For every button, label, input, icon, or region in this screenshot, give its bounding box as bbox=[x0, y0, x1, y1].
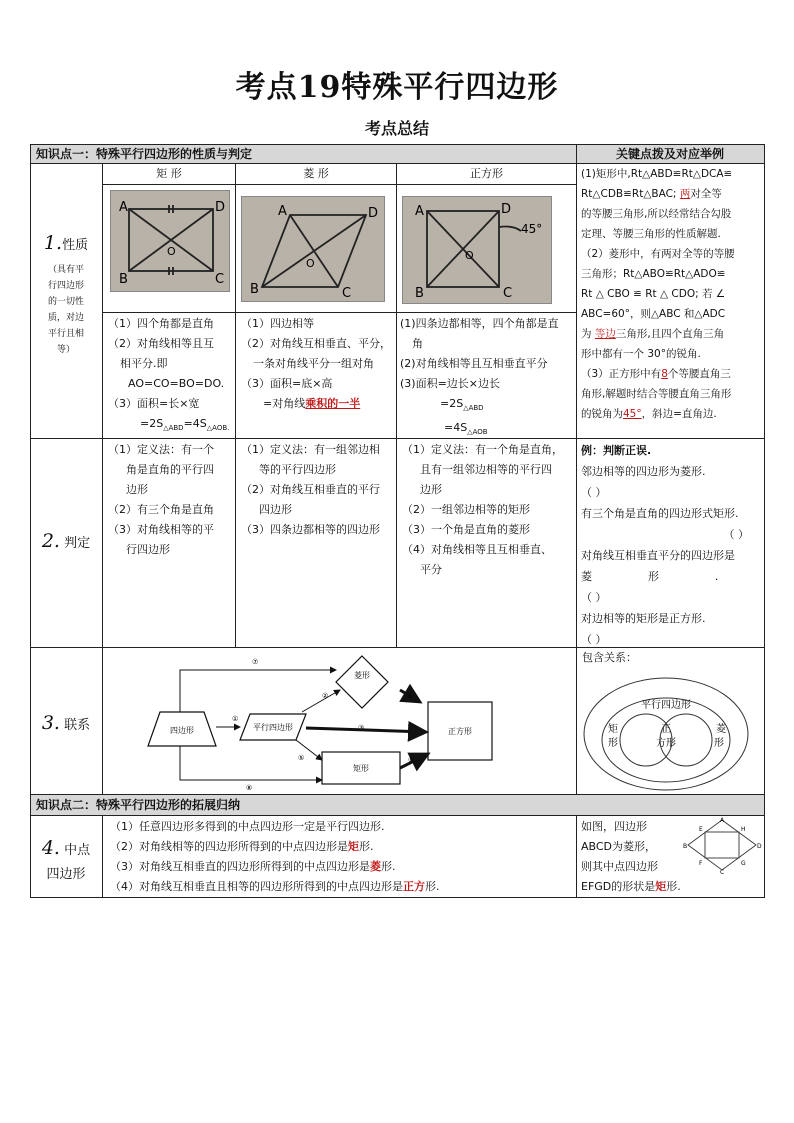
arrow-label: ③ bbox=[358, 724, 365, 732]
text-line bbox=[581, 364, 763, 384]
row4-label bbox=[30, 836, 102, 887]
text-part: （2）对角线相等的四边形所得到的中点四边形是 bbox=[110, 840, 348, 853]
text-line bbox=[400, 394, 576, 418]
row2-number: 2. bbox=[41, 530, 60, 552]
relation-diagram bbox=[140, 650, 520, 792]
vertex-label: D bbox=[757, 843, 762, 850]
rhombus-figure bbox=[242, 197, 384, 301]
text-line bbox=[581, 877, 681, 897]
text-line bbox=[581, 404, 763, 424]
vertex-label: C bbox=[215, 272, 225, 287]
text-line: 一条对角线平分一组对角 bbox=[253, 357, 374, 370]
text-line: ABCD为菱形， bbox=[581, 840, 657, 853]
venn-parallelogram-label: 平行四边形 bbox=[641, 700, 691, 711]
row1-key-points bbox=[581, 164, 763, 424]
vertex-label: A bbox=[415, 204, 424, 219]
text-part: 菱 bbox=[370, 860, 381, 873]
side-note-line: （具有平 bbox=[47, 265, 84, 275]
text-line: 则其中点四边形 bbox=[581, 860, 658, 873]
row2-examples bbox=[581, 440, 759, 650]
text-part: 三角形,且四个直角三角 bbox=[615, 328, 725, 340]
side-note-line: 的一切性 bbox=[47, 297, 84, 307]
row1-label bbox=[30, 232, 102, 254]
row2-label bbox=[30, 530, 102, 552]
text-line bbox=[108, 414, 234, 438]
row4-title: 中点 bbox=[64, 843, 91, 858]
section1-header: 知识点一：特殊平行四边形的性质与判定 bbox=[30, 145, 576, 163]
text-line: （1）四边相等 bbox=[241, 317, 314, 330]
row4-example bbox=[581, 817, 681, 897]
text-line: 定理、等腰三角形的性质解题. bbox=[581, 228, 721, 240]
answer-blank: （ ） bbox=[581, 633, 607, 646]
section1-header-right: 关键点拨及对应举例 bbox=[576, 145, 764, 163]
side-note-line: 平行且相 bbox=[47, 329, 84, 339]
text-part: 等边 bbox=[594, 328, 616, 340]
vertex-label: B bbox=[683, 843, 688, 850]
arrow-label: ⑥ bbox=[408, 756, 415, 764]
text-part: 为 bbox=[581, 328, 592, 340]
venn-diagram bbox=[580, 668, 762, 792]
vertex-label: O bbox=[167, 245, 176, 258]
side-note-line: 等） bbox=[56, 345, 75, 355]
text-part: 8 bbox=[661, 368, 668, 380]
page-subtitle: 考点总结 bbox=[364, 119, 429, 138]
text-part: 45° bbox=[623, 408, 642, 420]
vertex-label: B bbox=[119, 272, 128, 287]
text-line: 边形 bbox=[126, 483, 148, 496]
text-part: 形. bbox=[666, 880, 681, 893]
vertex-label: C bbox=[503, 286, 513, 301]
square-properties bbox=[400, 314, 576, 442]
midpoint-figure bbox=[682, 816, 762, 874]
text-part: 的锐角为 bbox=[581, 408, 623, 420]
text-line bbox=[581, 324, 763, 344]
page-title: 考点19特殊平行四边形 bbox=[235, 70, 559, 105]
rhombus-criteria bbox=[241, 440, 396, 540]
arrow-label: ⑤ bbox=[298, 754, 305, 762]
grid-line bbox=[102, 184, 576, 185]
text-line: （1）定义法：有一个角是直角， bbox=[402, 443, 563, 456]
text-part: （3）对角线互相垂直的四边形所得到的中点四边形是 bbox=[110, 860, 370, 873]
square-photo bbox=[402, 196, 552, 304]
text-part: △AOB bbox=[467, 428, 488, 437]
grid-line bbox=[30, 144, 764, 145]
text-line: （2）一组邻边相等的矩形 bbox=[402, 503, 530, 516]
row3-number: 3. bbox=[41, 712, 60, 734]
text-line: 邻边相等的四边形为菱形. bbox=[581, 465, 706, 478]
vertex-label: G bbox=[741, 860, 746, 867]
text-line: 的等腰三角形,所以经常结合勾股 bbox=[581, 208, 732, 220]
text-line: 如图，四边形 bbox=[581, 820, 647, 833]
grid-line bbox=[102, 312, 576, 313]
row1-side-note bbox=[34, 262, 98, 358]
text-line: 菱 形 . bbox=[581, 570, 719, 583]
rhombus-photo bbox=[241, 196, 385, 302]
text-line: 例：判断正误. bbox=[581, 444, 652, 457]
grid-line bbox=[576, 144, 577, 795]
venn-rect-label: 矩 bbox=[608, 724, 618, 735]
venn-rhombus-label: 形 bbox=[714, 738, 724, 749]
text-line bbox=[110, 877, 574, 897]
text-part: 矩 bbox=[348, 840, 359, 853]
vertex-label: D bbox=[501, 202, 512, 217]
text-line: (3)面积=边长×边长 bbox=[400, 377, 501, 390]
answer-blank: （ ） bbox=[581, 591, 607, 604]
text-line: （4）对角线相等且互相垂直、 bbox=[402, 543, 552, 556]
text-line: 行四边形 bbox=[126, 543, 170, 556]
section2-header: 知识点二：特殊平行四边形的拓展归纳 bbox=[30, 795, 764, 815]
text-line: 相平分.即 bbox=[120, 357, 168, 370]
vertex-label: B bbox=[250, 282, 259, 297]
vertex-label: O bbox=[465, 249, 474, 262]
row1-number: 1. bbox=[43, 232, 63, 254]
rectangle-photo bbox=[110, 190, 230, 292]
square-criteria bbox=[402, 440, 576, 580]
text-part: =对角线 bbox=[263, 397, 306, 410]
text-line: （3）面积=长×宽 bbox=[108, 397, 200, 410]
text-line bbox=[110, 857, 574, 877]
grid-line bbox=[235, 163, 236, 648]
text-line: （2）对角线互相垂直、平分， bbox=[241, 337, 391, 350]
text-line: AO=CO=BO=DO. bbox=[128, 377, 225, 390]
text-part: （3）正方形中有 bbox=[581, 368, 662, 380]
text-part: 乘积的一半 bbox=[305, 397, 361, 410]
text-line: (1)矩形中,Rt△ABD≌Rt△DCA≌ bbox=[581, 168, 733, 180]
text-line: 平分 bbox=[420, 563, 442, 576]
square-label: 正方形 bbox=[448, 727, 472, 736]
text-line: 角是直角的平行四 bbox=[126, 463, 214, 476]
row3-label bbox=[30, 712, 102, 734]
text-line: (2)对角线相等且互相垂直平分 bbox=[400, 357, 548, 370]
text-line: （3）对角线相等的平 bbox=[108, 523, 214, 536]
square-figure bbox=[403, 197, 551, 303]
grid-line bbox=[30, 815, 764, 816]
text-part: 两 bbox=[679, 188, 691, 200]
grid-line bbox=[764, 144, 765, 898]
rhombus-shape bbox=[336, 656, 388, 708]
row2-title: 判定 bbox=[64, 536, 91, 551]
grid-line bbox=[30, 144, 31, 898]
text-part: Rt△CDB≌Rt△BAC; bbox=[581, 188, 677, 200]
side-note-line: 行四边形 bbox=[47, 281, 84, 291]
text-line: 等的平行四边形 bbox=[259, 463, 336, 476]
midpoint-rules bbox=[110, 817, 574, 897]
quadrilateral-label: 四边形 bbox=[170, 726, 194, 735]
rhombus-properties bbox=[241, 314, 396, 414]
vertex-label: D bbox=[215, 200, 226, 215]
arrow-label: ① bbox=[232, 715, 239, 723]
text-part: ，斜边=直角边. bbox=[641, 408, 717, 420]
vertex-label: A bbox=[720, 817, 725, 824]
text-line: (1)四条边都相等，四个角都是直 bbox=[400, 317, 559, 330]
text-line: 有三个角是直角的四边形式矩形. bbox=[581, 507, 739, 520]
text-line: （3）四条边都相等的四边形 bbox=[241, 523, 380, 536]
row4-label-line1 bbox=[30, 836, 102, 863]
inclusion-title: 包含关系： bbox=[582, 651, 637, 664]
angle-label: 45° bbox=[521, 222, 543, 236]
text-part: △ABD bbox=[463, 404, 484, 413]
text-line: （3）一个角是直角的菱形 bbox=[402, 523, 530, 536]
answer-blank: （ ） bbox=[581, 486, 607, 499]
answer-blank: （ ） bbox=[723, 528, 749, 541]
row4-title-line2: 四边形 bbox=[46, 867, 86, 882]
arrow-label: ④ bbox=[406, 692, 413, 700]
grid-line bbox=[30, 794, 764, 795]
text-line: （2）对角线互相垂直的平行 bbox=[241, 483, 380, 496]
text-part: 对全等 bbox=[690, 188, 722, 200]
text-line bbox=[241, 394, 396, 414]
row3-title: 联系 bbox=[64, 718, 91, 733]
text-line bbox=[581, 184, 763, 204]
text-part: △AOB. bbox=[206, 424, 230, 433]
arrow-label: ⑧ bbox=[246, 784, 253, 792]
row1-title: 性质 bbox=[62, 238, 89, 253]
text-part: （4）对角线互相垂直且相等的四边形所得到的中点四边形是 bbox=[110, 880, 403, 893]
grid-line bbox=[30, 897, 764, 898]
side-note-line: 质，对边 bbox=[47, 313, 84, 323]
vertex-label: H bbox=[741, 826, 746, 833]
vertex-label: C bbox=[720, 869, 725, 874]
arrow-label: ⑦ bbox=[252, 658, 259, 666]
text-part: 形. bbox=[381, 860, 396, 873]
text-line: （2）菱形中，有两对全等的等腰 bbox=[581, 248, 735, 260]
text-line: （3）面积=底×高 bbox=[241, 377, 333, 390]
vertex-label: F bbox=[699, 860, 703, 867]
text-line: 边形 bbox=[420, 483, 442, 496]
text-line: Rt △ CBO ≌ Rt △ CDO; 若 ∠ bbox=[581, 288, 726, 300]
venn-square-label: 正 bbox=[661, 724, 671, 735]
rectangle-figure bbox=[111, 191, 229, 291]
text-part: =2S bbox=[140, 417, 164, 430]
col-header-square: 正方形 bbox=[470, 167, 503, 180]
vertex-label: B bbox=[415, 286, 424, 301]
text-part: △ABD bbox=[163, 424, 184, 433]
text-line: ABC=60°，则△ABC 和△ADC bbox=[581, 308, 726, 320]
parallelogram-label: 平行四边形 bbox=[253, 723, 293, 732]
text-line: 三角形；Rt△ABO≌Rt△ADO≌ bbox=[581, 268, 726, 280]
text-line: （1）定义法：有一组邻边相 bbox=[241, 443, 380, 456]
vertex-label: C bbox=[342, 286, 352, 301]
text-line: 角 bbox=[412, 337, 423, 350]
col-header-rhombus: 菱 形 bbox=[303, 167, 329, 180]
text-line bbox=[110, 837, 574, 857]
text-part: =2S bbox=[440, 397, 464, 410]
text-part: 形. bbox=[359, 840, 374, 853]
text-line: 形中都有一个 30°的锐角. bbox=[581, 348, 701, 360]
venn-rhombus-label: 菱 bbox=[716, 724, 726, 735]
rect-criteria bbox=[108, 440, 234, 560]
text-line: 角形,解题时结合等腰直角三角形 bbox=[581, 388, 732, 400]
text-part: 矩 bbox=[655, 880, 667, 893]
text-line: 对角线互相垂直平分的四边形是 bbox=[581, 549, 735, 562]
text-line: （1）定义法：有一个 bbox=[108, 443, 214, 456]
venn-rect-label: 形 bbox=[608, 738, 618, 749]
vertex-label: O bbox=[306, 257, 315, 270]
text-line: 对边相等的矩形是正方形. bbox=[581, 612, 706, 625]
text-part: 形. bbox=[425, 880, 440, 893]
text-line: 四边形 bbox=[259, 503, 292, 516]
grid-line bbox=[102, 163, 103, 795]
grid-line bbox=[576, 815, 577, 898]
text-part: =4S bbox=[183, 417, 207, 430]
text-part: =4S bbox=[444, 421, 468, 435]
grid-line bbox=[396, 163, 397, 648]
row4-number: 4. bbox=[41, 837, 60, 859]
text-part: 正方 bbox=[403, 880, 425, 893]
vertex-label: A bbox=[278, 204, 287, 219]
venn-square-label: 方形 bbox=[656, 738, 676, 749]
text-line: 且有一组邻边相等的平行四 bbox=[420, 463, 552, 476]
rhombus-label: 菱形 bbox=[354, 671, 370, 680]
text-line: （2）对角线相等且互 bbox=[108, 337, 214, 350]
rect-properties bbox=[108, 314, 234, 438]
col-header-rect: 矩 形 bbox=[156, 167, 182, 180]
text-part: EFGD的形状是 bbox=[581, 880, 656, 893]
arrow-label: ② bbox=[322, 692, 329, 700]
text-line: （1）任意四边形多得到的中点四边形一定是平行四边形. bbox=[110, 820, 385, 833]
text-line: （1）四个角都是直角 bbox=[108, 317, 214, 330]
text-line: （2）有三个角是直角 bbox=[108, 503, 214, 516]
text-line bbox=[400, 418, 576, 442]
rectangle-label: 矩形 bbox=[353, 764, 369, 773]
vertex-label: E bbox=[699, 826, 703, 833]
grid-line bbox=[102, 815, 103, 898]
vertex-label: A bbox=[119, 200, 128, 215]
text-part: 个等腰直角三 bbox=[667, 368, 731, 380]
vertex-label: D bbox=[368, 206, 379, 221]
